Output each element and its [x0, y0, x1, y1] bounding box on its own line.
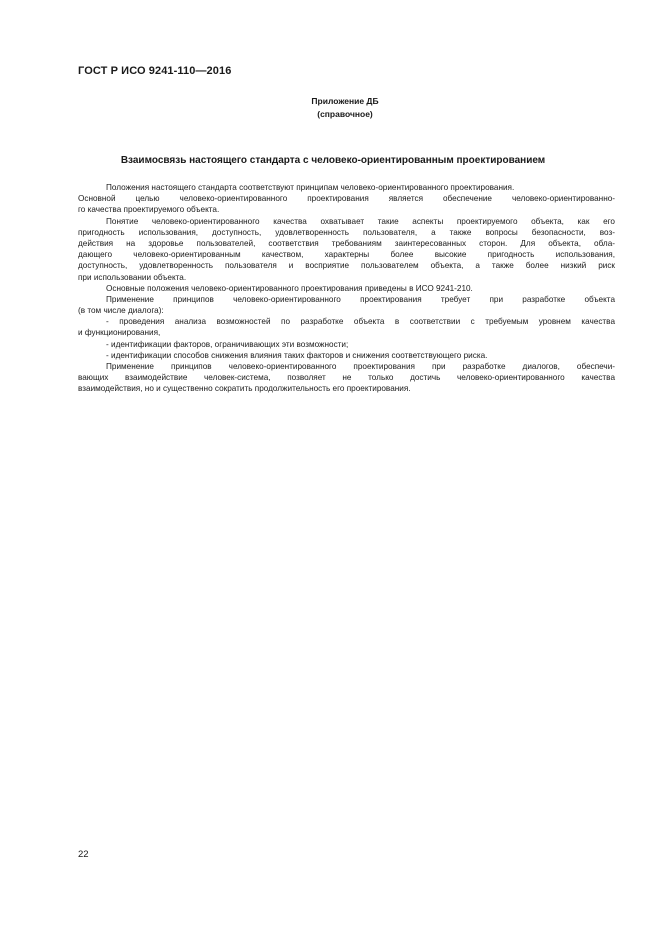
paragraph-line: доступность, удовлетворенность пользователя и восприятие пользователем объекта, а также более низкий риск [78, 261, 615, 271]
paragraph-line: взаимодействия, но и существенно сократить продолжительность его проектирования. [78, 384, 411, 394]
list-item: - идентификации факторов, ограничивающих эти возможности; [106, 339, 349, 349]
appendix-subtitle: (справочное) [317, 109, 373, 119]
paragraph-line: Основные положения человеко-ориентированного проектирования приведены в ИСО 9241-210. [106, 283, 473, 293]
paragraph-line: го качества проектируемого объекта. [78, 205, 220, 215]
body-text [78, 182, 615, 395]
paragraph-line: действия на здоровье пользователей, соответствия требованиям заинтересованных сторон. Для объекта, обла- [78, 238, 615, 248]
list-item-continuation: и функционирования, [78, 328, 161, 338]
paragraph-line: Понятие человеко-ориентированного качества охватывает такие аспекты проектируемого объекта, как его [106, 216, 615, 226]
paragraph-line: вающих взаимодействие человек-система, позволяет не только достичь человеко-ориентированного качества [78, 373, 615, 383]
paragraph-line: Применение принципов человеко-ориентированного проектирования при разработке диалогов, обеспечи- [106, 362, 615, 371]
appendix-title: Приложение ДБ [311, 96, 379, 106]
paragraph-line: (в том числе диалога): [78, 306, 164, 316]
section-title: Взаимосвязь настоящего стандарта с человеко-ориентированным проектированием [120, 155, 546, 166]
paragraph-line: пригодность использования, доступность, удовлетворенность пользователя, а также вопросы безопасности, воз- [78, 227, 615, 237]
document-header-code: ГОСТ Р ИСО 9241-110—2016 [78, 65, 232, 77]
page-number: 22 [78, 849, 89, 860]
list-item: - проведения анализа возможностей по разработке объекта в соответствии с требуемым уровнем качества [106, 317, 615, 327]
paragraph-line: Положения настоящего стандарта соответствуют принципам человеко-ориентированного проектирования. [106, 183, 515, 192]
list-item: - идентификации способов снижения влияния таких факторов и снижения соответствующего риска. [106, 350, 488, 360]
paragraph-line: Основной целью человеко-ориентированного проектирования является обеспечение человеко-ориентированно- [78, 194, 615, 204]
paragraph-line: Применение принципов человеко-ориентированного проектирования требует при разработке объекта [106, 294, 615, 304]
paragraph-line: при использовании объекта. [78, 272, 187, 282]
paragraph-line: дающего человеко-ориентированным качеством, характерны более высокие пригодность использования, [78, 250, 615, 260]
